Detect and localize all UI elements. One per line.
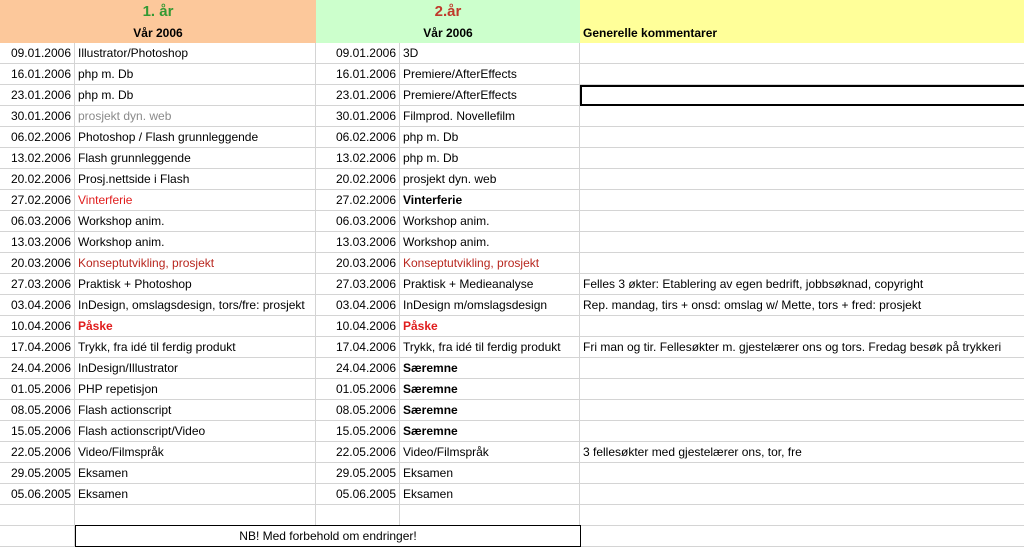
comment-cell[interactable]: [580, 169, 1024, 190]
year1-date-cell[interactable]: 30.01.2006: [0, 106, 75, 127]
year2-date-cell[interactable]: 13.03.2006: [316, 232, 400, 253]
year1-topic-cell[interactable]: Photoshop / Flash grunnleggende: [75, 127, 316, 148]
comment-cell[interactable]: [580, 463, 1024, 484]
empty-cell[interactable]: [316, 505, 400, 526]
year2-date-cell[interactable]: 05.06.2005: [316, 484, 400, 505]
year2-topic-cell[interactable]: Trykk, fra idé til ferdig produkt: [400, 337, 580, 358]
comment-cell[interactable]: Rep. mandag, tirs + onsd: omslag w/ Mette, tors + fred: prosjekt: [580, 295, 1024, 316]
year1-topic-cell[interactable]: InDesign/Illustrator: [75, 358, 316, 379]
comment-cell[interactable]: [580, 148, 1024, 169]
year2-topic-cell[interactable]: Særemne: [400, 358, 580, 379]
year2-topic-cell[interactable]: php m. Db: [400, 148, 580, 169]
year1-topic-cell[interactable]: PHP repetisjon: [75, 379, 316, 400]
year1-topic-cell[interactable]: Påske: [75, 316, 316, 337]
year2-topic-cell[interactable]: 3D: [400, 43, 580, 64]
year2-date-cell[interactable]: 06.02.2006: [316, 127, 400, 148]
year2-semester-cell[interactable]: Vår 2006: [316, 24, 580, 43]
year1-date-cell[interactable]: 23.01.2006: [0, 85, 75, 106]
year1-date-cell[interactable]: 01.05.2006: [0, 379, 75, 400]
year2-date-cell[interactable]: 16.01.2006: [316, 64, 400, 85]
empty-cell[interactable]: [75, 505, 316, 526]
empty-cell[interactable]: [580, 505, 1024, 526]
comment-cell[interactable]: Felles 3 økter: Etablering av egen bedrift, jobbsøknad, copyright: [580, 274, 1024, 295]
year1-topic-cell[interactable]: Eksamen: [75, 463, 316, 484]
comment-cell[interactable]: [580, 85, 1024, 106]
year2-date-cell[interactable]: 27.02.2006: [316, 190, 400, 211]
year2-date-cell[interactable]: 27.03.2006: [316, 274, 400, 295]
year2-date-cell[interactable]: 03.04.2006: [316, 295, 400, 316]
disclaimer-note: NB! Med forbehold om endringer!: [75, 525, 581, 547]
comment-cell[interactable]: [580, 190, 1024, 211]
year1-topic-cell[interactable]: Video/Filmspråk: [75, 442, 316, 463]
year1-date-cell[interactable]: 06.02.2006: [0, 127, 75, 148]
year1-semester-cell[interactable]: Vår 2006: [0, 24, 316, 43]
year2-topic-cell[interactable]: Video/Filmspråk: [400, 442, 580, 463]
comment-cell[interactable]: [580, 106, 1024, 127]
year1-date-cell[interactable]: 27.03.2006: [0, 274, 75, 295]
comments-title-blank-cell[interactable]: [580, 0, 1024, 24]
year2-topic-cell[interactable]: Særemne: [400, 421, 580, 442]
year1-date-cell[interactable]: 24.04.2006: [0, 358, 75, 379]
year1-topic-cell[interactable]: Flash actionscript/Video: [75, 421, 316, 442]
year1-topic-cell[interactable]: php m. Db: [75, 85, 316, 106]
year2-topic-cell[interactable]: Workshop anim.: [400, 232, 580, 253]
year2-date-cell[interactable]: 20.03.2006: [316, 253, 400, 274]
empty-cell[interactable]: [580, 526, 1024, 547]
year1-title-cell[interactable]: 1. år: [0, 0, 316, 24]
year1-date-cell[interactable]: 13.03.2006: [0, 232, 75, 253]
year2-date-cell[interactable]: 09.01.2006: [316, 43, 400, 64]
comment-cell[interactable]: Fri man og tir. Fellesøkter m. gjestelærer ons og tors. Fredag besøk på trykkeri: [580, 337, 1024, 358]
comment-cell[interactable]: [580, 421, 1024, 442]
year2-topic-cell[interactable]: Vinterferie: [400, 190, 580, 211]
year1-topic-cell[interactable]: Trykk, fra idé til ferdig produkt: [75, 337, 316, 358]
year2-topic-cell[interactable]: Praktisk + Medieanalyse: [400, 274, 580, 295]
year2-date-cell[interactable]: 08.05.2006: [316, 400, 400, 421]
year1-topic-cell[interactable]: Flash grunnleggende: [75, 148, 316, 169]
year1-date-cell[interactable]: 08.05.2006: [0, 400, 75, 421]
year2-topic-cell[interactable]: Eksamen: [400, 463, 580, 484]
year2-date-cell[interactable]: 29.05.2005: [316, 463, 400, 484]
year1-topic-cell[interactable]: Vinterferie: [75, 190, 316, 211]
year2-topic-cell[interactable]: Premiere/AfterEffects: [400, 64, 580, 85]
year2-topic-cell[interactable]: Filmprod. Novellefilm: [400, 106, 580, 127]
year2-topic-cell[interactable]: Konseptutvikling, prosjekt: [400, 253, 580, 274]
year1-topic-cell[interactable]: Illustrator/Photoshop: [75, 43, 316, 64]
year2-topic-cell[interactable]: Eksamen: [400, 484, 580, 505]
year1-date-cell[interactable]: 06.03.2006: [0, 211, 75, 232]
year1-date-cell[interactable]: 20.02.2006: [0, 169, 75, 190]
year1-date-cell[interactable]: 20.03.2006: [0, 253, 75, 274]
year1-topic-cell[interactable]: Konseptutvikling, prosjekt: [75, 253, 316, 274]
year2-topic-cell[interactable]: InDesign m/omslagsdesign: [400, 295, 580, 316]
year2-topic-cell[interactable]: Påske: [400, 316, 580, 337]
year1-date-cell[interactable]: 29.05.2005: [0, 463, 75, 484]
year2-topic-cell[interactable]: Særemne: [400, 400, 580, 421]
year1-date-cell[interactable]: 09.01.2006: [0, 43, 75, 64]
comment-cell[interactable]: [580, 379, 1024, 400]
year2-topic-cell[interactable]: Særemne: [400, 379, 580, 400]
empty-cell[interactable]: [400, 505, 580, 526]
year1-date-cell[interactable]: 05.06.2005: [0, 484, 75, 505]
year1-topic-cell[interactable]: Prosj.nettside i Flash: [75, 169, 316, 190]
empty-cell[interactable]: [0, 526, 75, 547]
year1-topic-cell[interactable]: Workshop anim.: [75, 211, 316, 232]
year1-date-cell[interactable]: 16.01.2006: [0, 64, 75, 85]
comment-cell[interactable]: [580, 43, 1024, 64]
year2-date-cell[interactable]: 06.03.2006: [316, 211, 400, 232]
comment-cell[interactable]: [580, 253, 1024, 274]
year2-date-cell[interactable]: 01.05.2006: [316, 379, 400, 400]
comment-cell[interactable]: [580, 232, 1024, 253]
comment-cell[interactable]: [580, 400, 1024, 421]
year2-date-cell[interactable]: 24.04.2006: [316, 358, 400, 379]
year1-date-cell[interactable]: 10.04.2006: [0, 316, 75, 337]
year2-title-cell[interactable]: 2.år: [316, 0, 580, 24]
comment-cell[interactable]: [580, 127, 1024, 148]
year2-topic-cell[interactable]: php m. Db: [400, 127, 580, 148]
comment-cell[interactable]: 3 fellesøkter med gjestelærer ons, tor, fre: [580, 442, 1024, 463]
year1-topic-cell[interactable]: Flash actionscript: [75, 400, 316, 421]
year1-topic-cell[interactable]: InDesign, omslagsdesign, tors/fre: prosjekt: [75, 295, 316, 316]
year2-date-cell[interactable]: 17.04.2006: [316, 337, 400, 358]
year2-date-cell[interactable]: 10.04.2006: [316, 316, 400, 337]
year2-date-cell[interactable]: 15.05.2006: [316, 421, 400, 442]
year1-date-cell[interactable]: 15.05.2006: [0, 421, 75, 442]
year1-topic-cell[interactable]: Praktisk + Photoshop: [75, 274, 316, 295]
year1-date-cell[interactable]: 17.04.2006: [0, 337, 75, 358]
comment-cell[interactable]: [580, 316, 1024, 337]
year1-topic-cell[interactable]: Workshop anim.: [75, 232, 316, 253]
empty-cell[interactable]: [0, 505, 75, 526]
year2-topic-cell[interactable]: Workshop anim.: [400, 211, 580, 232]
year2-date-cell[interactable]: 23.01.2006: [316, 85, 400, 106]
year2-date-cell[interactable]: 22.05.2006: [316, 442, 400, 463]
year1-topic-cell[interactable]: prosjekt dyn. web: [75, 106, 316, 127]
comment-cell[interactable]: [580, 484, 1024, 505]
year1-date-cell[interactable]: 13.02.2006: [0, 148, 75, 169]
year1-topic-cell[interactable]: php m. Db: [75, 64, 316, 85]
comment-cell[interactable]: [580, 64, 1024, 85]
year1-date-cell[interactable]: 22.05.2006: [0, 442, 75, 463]
comment-cell[interactable]: [580, 358, 1024, 379]
comments-header-cell[interactable]: Generelle kommentarer: [580, 24, 1024, 43]
year1-topic-cell[interactable]: Eksamen: [75, 484, 316, 505]
year2-topic-cell[interactable]: Premiere/AfterEffects: [400, 85, 580, 106]
year2-date-cell[interactable]: 20.02.2006: [316, 169, 400, 190]
year2-topic-cell[interactable]: prosjekt dyn. web: [400, 169, 580, 190]
year1-date-cell[interactable]: 03.04.2006: [0, 295, 75, 316]
year2-date-cell[interactable]: 13.02.2006: [316, 148, 400, 169]
year1-date-cell[interactable]: 27.02.2006: [0, 190, 75, 211]
year2-date-cell[interactable]: 30.01.2006: [316, 106, 400, 127]
comment-cell[interactable]: [580, 211, 1024, 232]
